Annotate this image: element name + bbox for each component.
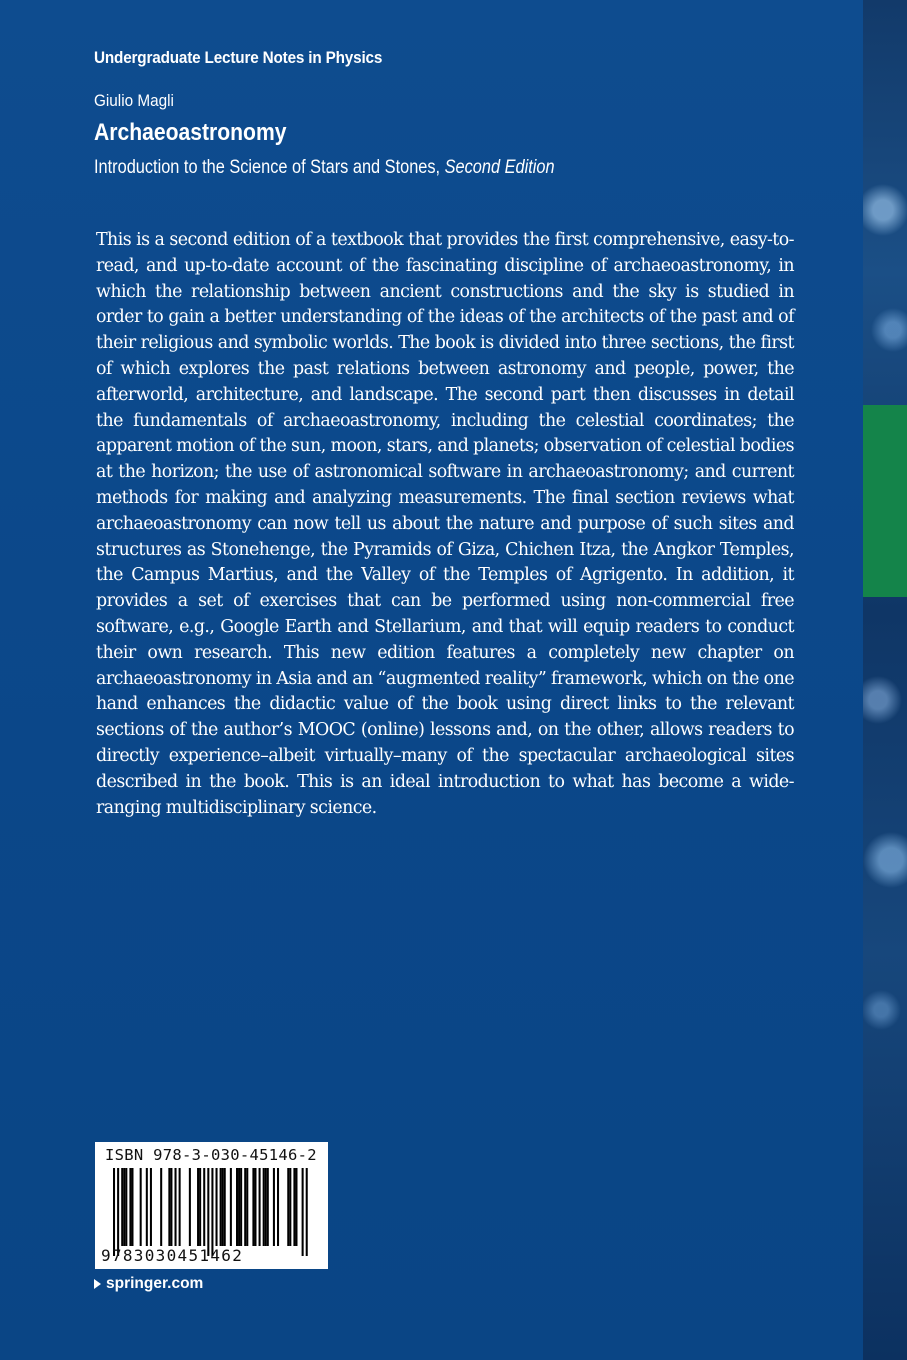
barcode-bar <box>236 1168 238 1246</box>
barcode-bar <box>246 1168 248 1246</box>
barcode-bar <box>263 1168 265 1246</box>
book-subtitle <box>94 157 555 179</box>
barcode-bar <box>289 1168 291 1246</box>
barcode-bar <box>199 1168 201 1246</box>
author-name: Giulio Magli <box>94 91 174 110</box>
subtitle-main: Introduction to the Science of Stars and Stones, <box>94 157 445 178</box>
barcode-bar <box>189 1168 191 1246</box>
isbn-label: ISBN 978-3-030-45146-2 <box>105 1146 317 1164</box>
barcode-bar <box>129 1168 131 1246</box>
barcode-bar <box>224 1168 226 1246</box>
barcode-bar <box>150 1168 152 1246</box>
barcode-bar <box>302 1168 304 1256</box>
barcode-bar <box>117 1168 119 1256</box>
subtitle-edition: Second Edition <box>444 157 555 178</box>
barcode-bar <box>277 1168 279 1246</box>
barcode-bar <box>295 1168 297 1246</box>
barcode-bar <box>146 1168 148 1246</box>
publisher-website: springer.com <box>106 1275 204 1292</box>
barcode-bar <box>244 1168 246 1246</box>
barcode-bar <box>140 1168 142 1246</box>
isbn-barcode <box>95 1142 328 1269</box>
barcode-bar <box>179 1168 181 1246</box>
barcode-bar <box>240 1168 242 1246</box>
barcode-bar <box>216 1168 218 1246</box>
barcode-bar <box>170 1168 172 1246</box>
barcode-bar <box>252 1168 254 1246</box>
book-description: This is a second edition of a textbook that provides the first comprehensive, easy-to-read, and up-to-date account of the fascinating discipline of archaeoastronomy, in which the relationship between ancient constructions and the sky is studied in order to gain a better understanding of the ideas of the architects of the past and of their religious and symbolic worlds. The book is divided into three sections, the first of which explores the past relations between astronomy and people, power, the afterworld, architecture, and landscape. The second part then discusses in detail the fundamentals of archaeoastronomy, including the celestial coordinates; the apparent motion of the sun, moon, stars, and planets; observation of celestial bodies at the horizon; the use of astronomical software in archaeoastronomy; and current methods for making and analyzing measurements. The final section reviews what archaeoastronomy can now tell us about the nature and purpose of such sites and structures as Stonehenge, the Pyramids of Giza, Chichen Itza, the Angkor Temples, the Campus Martius, and the Valley of the Temples of Agrigento. In addition, it provides a set of exercises that can be performed using non-commercial free software, e.g., Google Earth and Stellarium, and that will equip readers to conduct their own research. This new edition features a completely new chapter on archaeoastronomy in Asia and an “augmented reality” framework, which on the one hand enhances the didactic value of the book using direct links to the relevant sections of the author’s MOOC (online) lessons and, on the other, allows readers to directly experience–albeit virtually–many of the spectacular archaeological sites described in the book. This is an ideal introduction to what has become a wide-ranging multidisciplinary science. <box>96 230 794 818</box>
barcode-bar <box>211 1168 213 1256</box>
barcode-bar <box>220 1168 222 1246</box>
barcode-bar <box>168 1168 170 1246</box>
barcode-bar <box>123 1168 125 1246</box>
barcode-bar <box>230 1168 232 1246</box>
barcode-bar <box>125 1168 127 1246</box>
barcode-bar <box>207 1168 209 1256</box>
barcode-bar <box>131 1168 133 1246</box>
series-name: Undergraduate Lecture Notes in Physics <box>94 48 383 67</box>
barcode-bar <box>265 1168 267 1246</box>
book-title: Archaeoastronomy <box>94 119 287 146</box>
barcode-bar <box>254 1168 256 1246</box>
barcode-bar <box>293 1168 295 1246</box>
barcode-bar <box>273 1168 275 1246</box>
green-accent-band <box>863 405 907 597</box>
barcode-bar <box>222 1168 224 1246</box>
spine-image-strip <box>863 0 907 1360</box>
triangle-arrow-icon <box>94 1279 101 1289</box>
barcode-bar <box>121 1168 123 1246</box>
barcode-bar <box>197 1168 199 1246</box>
publisher-link[interactable] <box>94 1275 203 1293</box>
barcode-bar <box>238 1168 240 1246</box>
barcode-bar <box>203 1168 205 1246</box>
barcode-bar <box>259 1168 261 1246</box>
barcode-bar <box>306 1168 308 1256</box>
barcode-digits: 9783030451462 <box>101 1246 244 1265</box>
barcode-bar <box>287 1168 289 1246</box>
barcode-bar <box>267 1168 269 1246</box>
barcode-bar <box>175 1168 177 1246</box>
barcode-bar <box>113 1168 115 1256</box>
barcode-bar <box>160 1168 162 1246</box>
